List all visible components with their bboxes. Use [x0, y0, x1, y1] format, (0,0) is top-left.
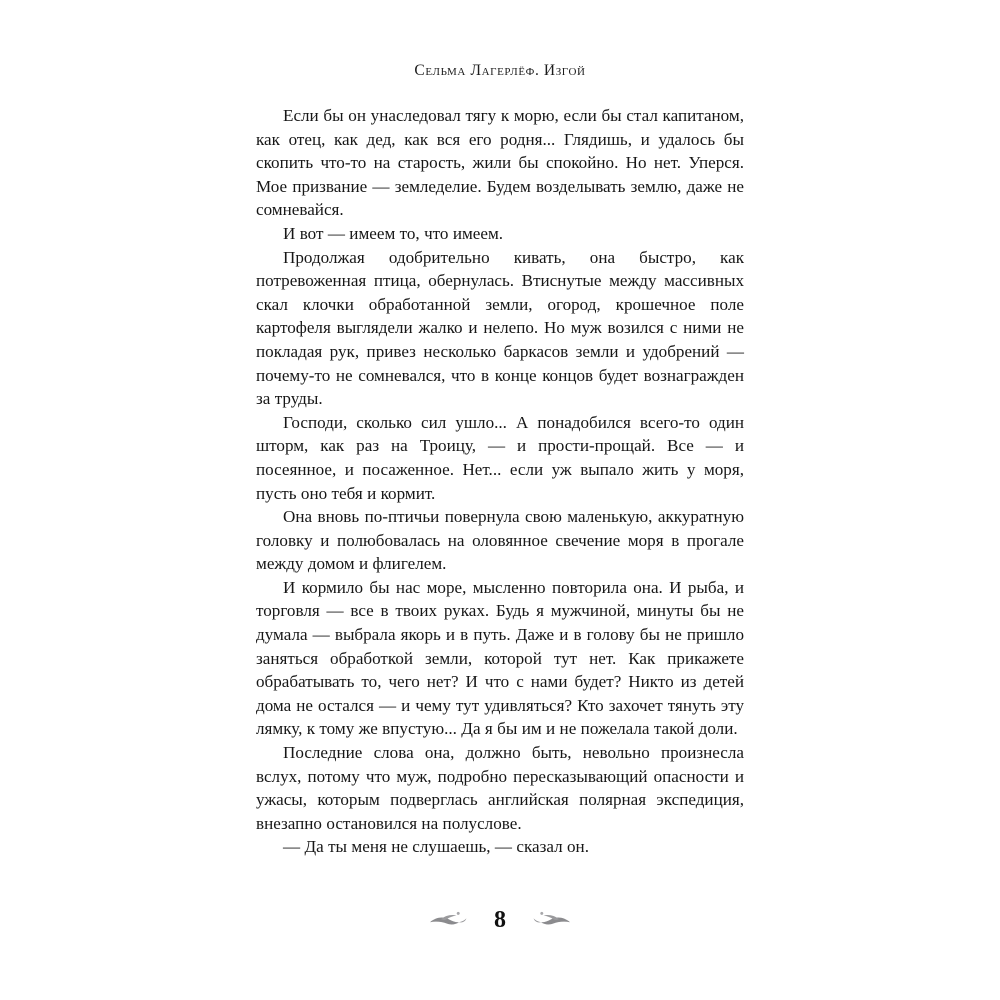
body-text-column: [256, 104, 744, 859]
body-paragraph: Последние слова она, должно быть, невольно произнесла вслух, потому что муж, подробно пересказывающий опасности и ужасы, которым подверглась английская полярная экспедиция, внезапно остановился на полуслове.: [256, 743, 744, 833]
page-number: 8: [494, 907, 506, 933]
page-footer: [256, 908, 744, 932]
running-head: Сельма Лагерлёф. Изгой: [414, 62, 586, 79]
body-paragraph: И вот — имеем то, что имеем.: [283, 223, 504, 243]
body-paragraph: И кормило бы нас море, мысленно повторила она. И рыба, и торговля — все в твоих руках. Будь я мужчиной, минуты бы не думала — выбрала якорь и в путь. Даже и в голову бы не пришло заняться обработкой земли, которой тут нет. Как прикажете обрабатывать то, чего нет? И что с нами будет? Никто из детей дома не остался — и чему тут удивляться? Кто захочет тянуть эту лямку, к тому же впустую... Да я бы им и не пожелала такой доли.: [256, 577, 744, 739]
body-paragraph: Она вновь по-птичьи повернула свою маленькую, аккуратную головку и полюбовалась на оловянное свечение моря в прогале между домом и флигелем.: [256, 507, 744, 574]
leaf-flourish-icon-right: [532, 911, 572, 929]
body-paragraph: — Да ты меня не слушаешь, — сказал он.: [283, 837, 589, 857]
leaf-flourish-icon-left: [428, 911, 468, 929]
body-paragraph: Продолжая одобрительно кивать, она быстро, как потревоженная птица, обернулась. Втиснутые между массивных скал клочки обработанной земли, огород, крошечное поле картофеля выглядели жалко и нелепо. Но муж возился с ними не покладая рук, привез несколько баркасов земли и удобрений — почему-то не сомневался, что в конце концов будет вознагражден за труды.: [256, 247, 744, 409]
body-paragraph: Если бы он унаследовал тягу к морю, если бы стал капитаном, как отец, как дед, как вся его родня... Глядишь, и удалось бы скопить что-то на старость, жили бы спокойно. Но нет. Уперся. Мое призвание — земледелие. Будем возделывать землю, даже не сомневайся.: [256, 106, 744, 220]
body-paragraph: Господи, сколько сил ушло... А понадобился всего-то один шторм, как раз на Троицу, — и прости-прощай. Все — и посеянное, и посаженное. Нет... если уж выпало жить у моря, пусть оно тебя и кормит.: [256, 412, 744, 503]
